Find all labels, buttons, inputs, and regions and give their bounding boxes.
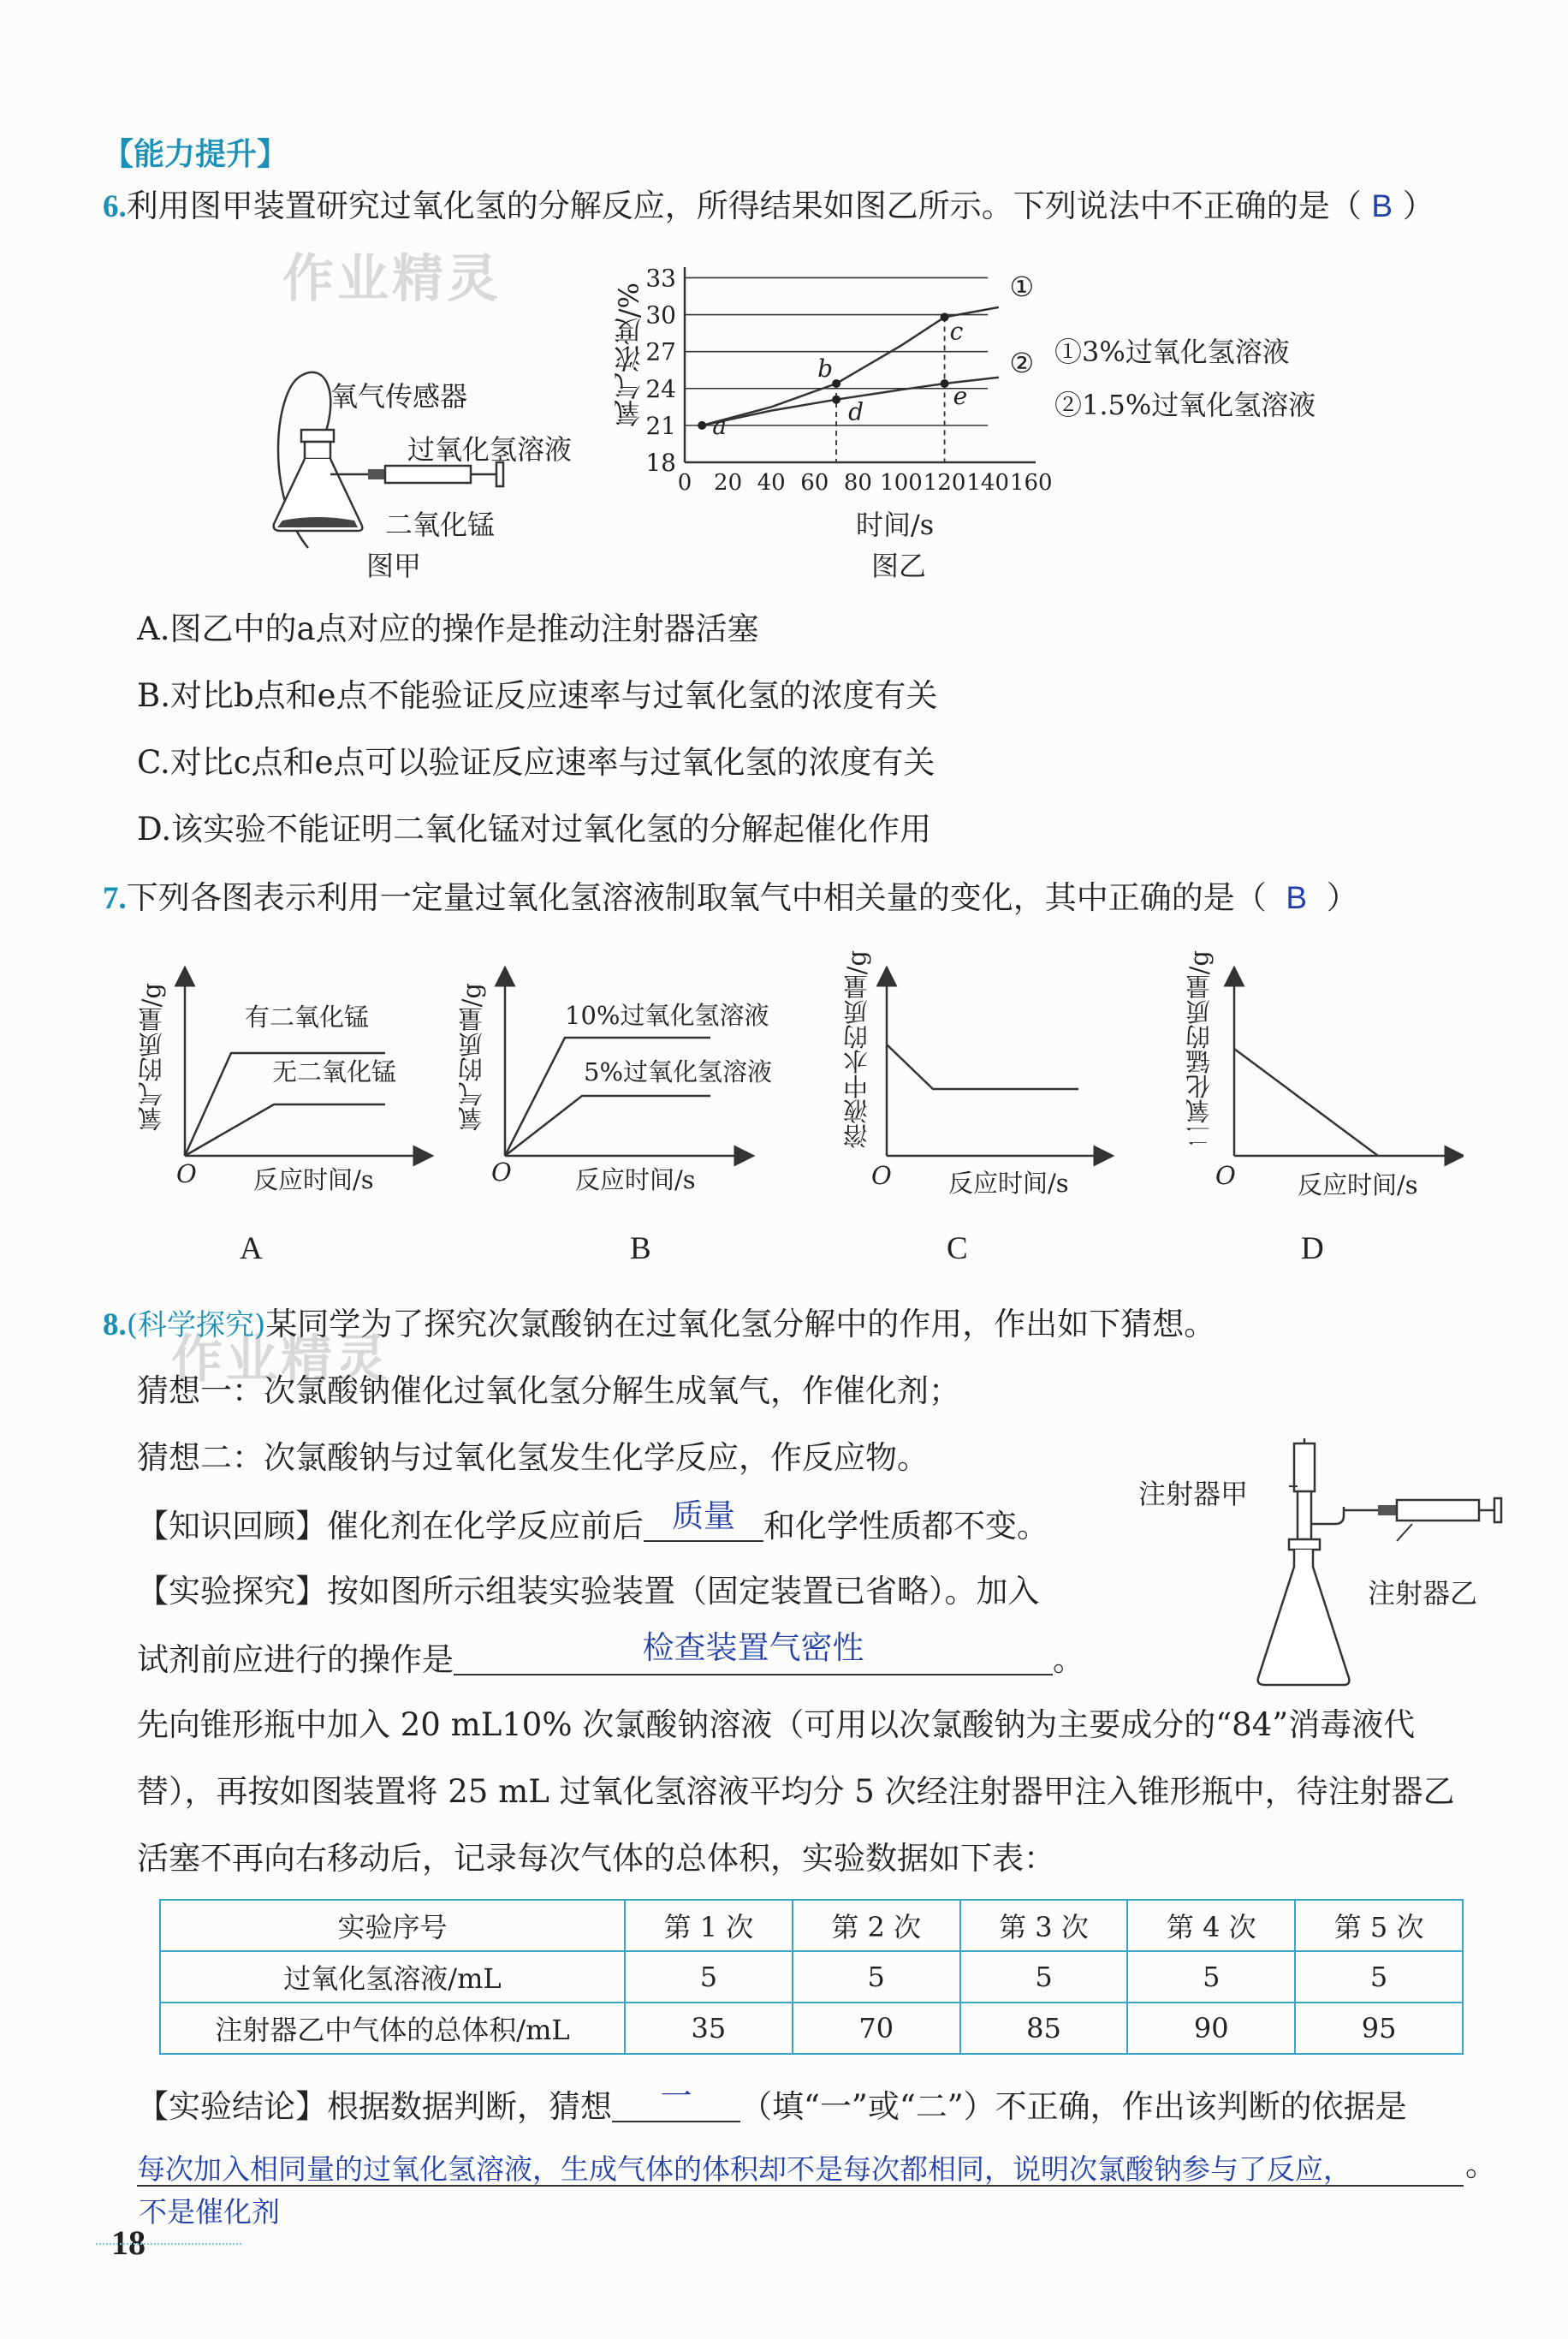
q8-para3: 活塞不再向右移动后，记录每次气体的总体积，实验数据如下表： (137, 1840, 1055, 1877)
flask-stopper (301, 430, 334, 442)
label-catalyst: 二氧化锰 (385, 509, 496, 541)
q7-a-xlabel: 反应时间/s (253, 1165, 374, 1194)
table-cell: 95 (1295, 2003, 1463, 2054)
q6-chart-xlabel: 时间/s (856, 509, 935, 541)
q8-reason-line1: 每次加入相同量的过氧化氢溶液，生成气体的体积却不是每次都相同，说明次氯酸钠参与了反应， (137, 2152, 1351, 2186)
q8-conclusion-suffix: （填“一”或“二”）不正确，作出该判断的依据是 (740, 2088, 1407, 2125)
table-header-cell: 第 5 次 (1295, 1900, 1463, 1951)
q8-reason-line2: 不是催化剂 (139, 2195, 280, 2229)
curve-label-1: ① (1009, 270, 1035, 303)
q6-close: ） (1402, 187, 1434, 224)
q7-a-line1: 有二氧化锰 (245, 1003, 370, 1032)
q8-stem-text: 某同学为了探究次氯酸钠在过氧化氢分解中的作用，作出如下猜想。 (265, 1306, 1216, 1342)
curve-without-mno2 (185, 1104, 385, 1156)
tube-joint (368, 469, 385, 479)
q8-tube-joint (1378, 1505, 1397, 1515)
q7-stem-text: 下列各图表示利用一定量过氧化氢溶液制取氧气中相关量的变化，其中正确的是（ (126, 879, 1267, 916)
table-header-cell: 第 3 次 (960, 1900, 1128, 1951)
q7-close: ） (1326, 879, 1358, 916)
q7-c-ylabel: 溶液中水的质量/g (842, 950, 871, 1149)
point-b (832, 379, 840, 388)
table-header-cell: 第 2 次 (793, 1900, 960, 1951)
syringe-a-tip (1298, 1491, 1311, 1539)
q8-para2: 替），再按如图装置将 25 mL 过氧化氢溶液平均分 5 次经注射器甲注入锥形瓶中，待注射器乙 (137, 1773, 1455, 1810)
point-c (941, 312, 949, 321)
q7-b-origin: O (491, 1158, 512, 1187)
label-sensor: 氧气传感器 (330, 380, 468, 413)
q8-explore-end: 。 (1053, 1641, 1084, 1678)
page-number: 18 (111, 2223, 146, 2262)
point-a (698, 421, 706, 430)
curve-5pct (505, 1096, 710, 1156)
q8-conical-flask (1258, 1550, 1350, 1685)
table-header-cell: 第 1 次 (625, 1900, 793, 1951)
q6-option-c: C.对比c点和e点可以验证反应速率与过氧化氢的浓度有关 (137, 744, 935, 781)
table-header-cell: 实验序号 (160, 1900, 625, 1951)
label-syringe-b: 注射器乙 (1368, 1577, 1478, 1610)
x-tick-label: 160 (1009, 470, 1053, 496)
x-tick-label: 120 (923, 470, 966, 496)
watermark: 作业精灵 (282, 249, 502, 309)
q8-conclusion-blank (612, 2079, 740, 2122)
q8-data-table (159, 1899, 1464, 2055)
point-e (941, 379, 949, 388)
q8-review-suffix: 和化学性质都不变。 (763, 1508, 1048, 1544)
legend-1: ①3%过氧化氢溶液 (1054, 336, 1290, 368)
q6-option-d: D.该实验不能证明二氧化锰对过氧化氢的分解起催化作用 (137, 811, 932, 848)
flask-neck (305, 442, 330, 459)
q6-stem (103, 187, 1434, 224)
table-cell: 5 (793, 1951, 960, 2003)
q7-answer: B (1286, 880, 1308, 915)
q7-graph-c (887, 976, 1104, 1156)
x-tick-label: 100 (880, 470, 923, 496)
point-label: e (953, 382, 968, 411)
q7-a-line2: 无二氧化锰 (272, 1057, 397, 1086)
table-cell: 5 (1295, 1951, 1463, 2003)
page-number-ornament (96, 2243, 241, 2245)
q8-guess1: 猜想一：次氯酸钠催化过氧化氢分解生成氧气，作催化剂； (137, 1372, 960, 1409)
q8-number: 8. (103, 1307, 127, 1342)
q7-a-ylabel: 氧气的质量/g (137, 983, 166, 1132)
q8-conclusion (137, 2079, 1407, 2125)
q7-c-xlabel: 反应时间/s (948, 1169, 1069, 1198)
q7-number: 7. (103, 881, 127, 916)
q8-stopper (1289, 1539, 1320, 1550)
caption-yi: 图乙 (871, 550, 927, 582)
point-label: a (712, 411, 727, 440)
x-tick-label: 20 (714, 470, 743, 496)
q7-c-origin: O (871, 1161, 892, 1190)
q8-explore-answer: 检查装置气密性 (642, 1630, 864, 1665)
q8-conclusion-prefix: 【实验结论】根据数据判断，猜想 (137, 2088, 612, 2125)
point-d (832, 396, 840, 404)
q8-stem (103, 1308, 1215, 1341)
q6-stem-text: 利用图甲装置研究过氧化氢的分解反应，所得结果如图乙所示。下列说法中不正确的是（ (126, 187, 1362, 224)
q7-b-line2: 5%过氧化氢溶液 (584, 1057, 773, 1086)
section-title: 【能力提升】 (103, 136, 288, 172)
label-solution: 过氧化氢溶液 (407, 433, 573, 466)
table-cell: 注射器乙中气体的总体积/mL (160, 2003, 625, 2054)
q7-b-ylabel: 氧气的质量/g (457, 983, 486, 1132)
q8-reason-underline (137, 2185, 1464, 2187)
curve-water (887, 1045, 1078, 1089)
y-tick-label: 27 (645, 337, 676, 366)
q7-a-letter: A (240, 1231, 263, 1266)
watermark-2: 作业精灵 (171, 1330, 390, 1390)
x-tick-label: 40 (757, 470, 786, 496)
q7-b-letter: B (630, 1231, 651, 1266)
q7-a-origin: O (176, 1159, 197, 1188)
table-row (160, 2003, 1463, 2054)
q8-explore-2 (137, 1630, 1084, 1678)
q8-review-blank (644, 1498, 763, 1542)
q8-review (137, 1498, 1048, 1544)
q8-guess2: 猜想二：次氯酸钠与过氧化氢发生化学反应，作反应物。 (137, 1439, 929, 1476)
y-tick-label: 33 (645, 264, 676, 293)
q6-number: 6. (103, 189, 127, 224)
curve-label-2: ② (1009, 347, 1035, 380)
table-cell: 过氧化氢溶液/mL (160, 1951, 625, 2003)
q7-stem (103, 879, 1358, 916)
label-syringe-a: 注射器甲 (1138, 1478, 1249, 1510)
q7-b-xlabel: 反应时间/s (575, 1165, 696, 1194)
x-tick-label: 0 (677, 470, 692, 496)
point-label: b (817, 354, 834, 384)
q8-para1: 先向锥形瓶中加入 20 mL10% 次氯酸钠溶液（可用以次氯酸钠为主要成分的“84”消毒液代 (137, 1706, 1416, 1743)
table-row (160, 1951, 1463, 2003)
caption-jia: 图甲 (366, 550, 422, 582)
y-tick-label: 18 (645, 449, 676, 477)
point-label: c (949, 317, 964, 346)
y-tick-label: 30 (645, 301, 676, 330)
syringe-b-barrel (1397, 1500, 1479, 1521)
table-header-cell: 第 4 次 (1127, 1900, 1295, 1951)
table-header-row (160, 1900, 1463, 1951)
q8-review-prefix: 【知识回顾】催化剂在化学反应前后 (137, 1508, 644, 1544)
table-cell: 5 (1127, 1951, 1295, 2003)
table-cell: 35 (625, 2003, 793, 2054)
q8-side-tube (1311, 1507, 1344, 1524)
curve-mno2 (1234, 1049, 1378, 1156)
x-tick-label: 140 (966, 470, 1010, 496)
table-cell: 70 (793, 2003, 960, 2054)
q7-d-ylabel: 二氧化锰的质量/g (1185, 950, 1214, 1149)
x-tick-label: 80 (843, 470, 872, 496)
q8-conclusion-answer: 一 (660, 2079, 692, 2114)
q8-tag: (科学探究) (126, 1308, 266, 1342)
q6-option-b: B.对比b点和e点不能验证反应速率与过氧化氢的浓度有关 (137, 677, 938, 714)
q6-option-a: A.图乙中的a点对应的操作是推动注射器活塞 (137, 610, 759, 647)
table-cell: 5 (960, 1951, 1128, 2003)
q8-explore-blank (454, 1630, 1053, 1675)
q8-explore-2-prefix: 试剂前应进行的操作是 (137, 1641, 454, 1678)
q7-c-letter: C (947, 1231, 968, 1266)
point-label: d (848, 397, 864, 426)
q7-graph-d (1234, 976, 1455, 1156)
q8-reason-end: 。 (1465, 2146, 1497, 2183)
q7-d-xlabel: 反应时间/s (1298, 1170, 1418, 1199)
q7-d-origin: O (1215, 1161, 1236, 1190)
q7-d-letter: D (1301, 1231, 1324, 1266)
syringe-a-barrel (1294, 1443, 1315, 1491)
q7-b-line1: 10%过氧化氢溶液 (565, 1001, 769, 1030)
y-tick-label: 24 (645, 374, 676, 403)
q8-explore-1: 【实验探究】按如图所示组装实验装置（固定装置已省略）。加入 (137, 1573, 1040, 1610)
syringe-barrel (385, 466, 471, 483)
syringe-b-handle (1494, 1498, 1501, 1522)
q8-review-answer: 质量 (672, 1498, 735, 1533)
x-tick-label: 60 (800, 470, 829, 496)
table-cell: 90 (1127, 2003, 1295, 2054)
q6-chart-ylabel: 氧气浓度/% (613, 283, 645, 428)
table-cell: 5 (625, 1951, 793, 2003)
table-cell: 85 (960, 2003, 1128, 2054)
y-tick-label: 21 (645, 411, 676, 440)
q6-answer: B (1371, 188, 1393, 223)
q6-chart (616, 253, 1096, 509)
legend-2: ②1.5%过氧化氢溶液 (1054, 389, 1316, 421)
